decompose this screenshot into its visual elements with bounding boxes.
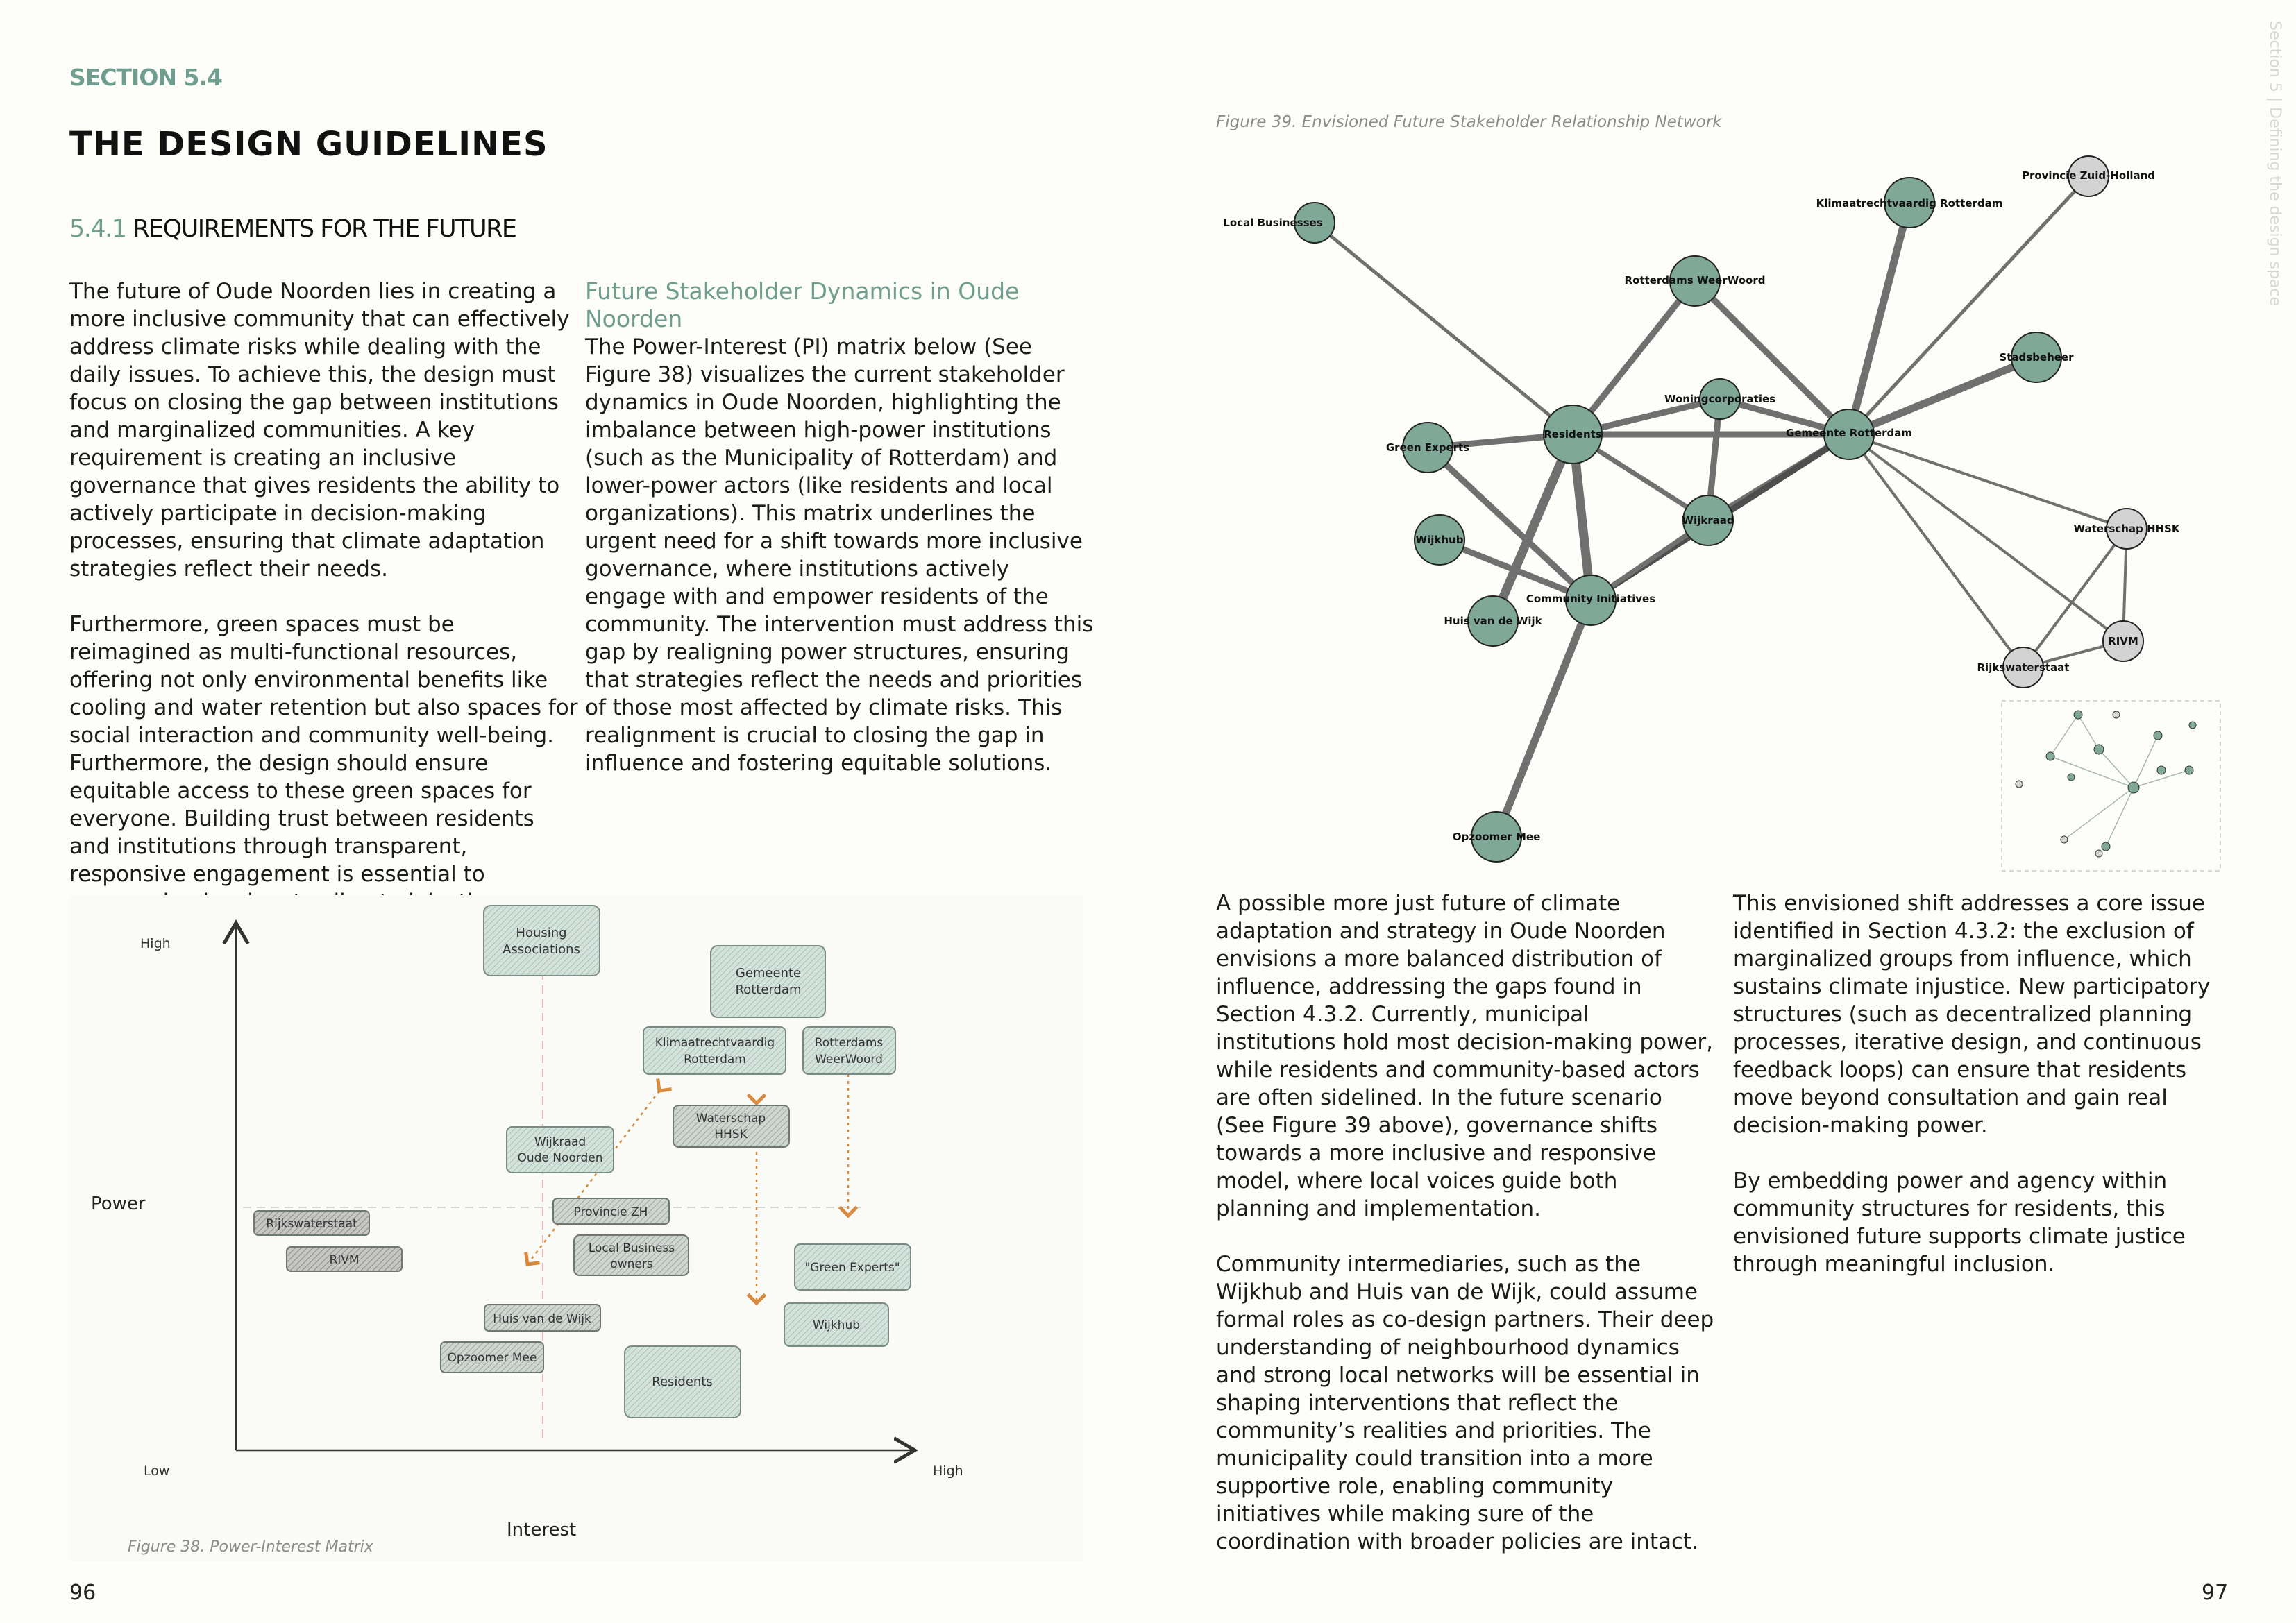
text-column-4 [1733,890,2233,1306]
box-label: Rotterdams [814,1036,884,1050]
page-title: THE DESIGN GUIDELINES [69,125,548,164]
paragraph: A possible more just future of climate adaptation and strategy in Oude Noorden envisions a more balanced distribution of influence, addressing the gaps found in Section 4.3.2. Currently, municipal institutions hold most decision-making power, while residents and community-based actors are often sidelined. In the future scenario (See Figure 39 above), governance shifts towards a more inclusive and responsive model, where local voices guide both planning and implementation. [1216,891,1714,1221]
subsection-number: 5.4.1 [69,215,126,243]
box-label: Wijkraad [534,1135,586,1149]
node-label: RIVM [2108,635,2138,647]
box-label: Klimaatrechtvaardig [655,1036,775,1050]
box-local-business-owners [574,1235,689,1275]
box-gemeente-rotterdam [711,946,825,1017]
box-provincie-zh [553,1198,669,1224]
x-low-label: Low [144,1463,170,1479]
box-rivm [287,1247,402,1271]
box-label: Rijkswaterstaat [266,1217,357,1231]
box-label: Opzoomer Mee [447,1351,537,1365]
text-column-3 [1216,890,1716,1583]
box-wijkhub [784,1303,888,1346]
node-label: Local Businesses [1223,216,1323,229]
box-huis-van-de-wijk [484,1305,600,1331]
box-label: HHSK [714,1128,748,1141]
column-heading: Future Stakeholder Dynamics in Oude Noorden [585,278,1020,332]
stakeholder-network [1148,0,2296,888]
box-label: Local Business [588,1241,675,1255]
node-label: Wijkraad [1682,514,1734,527]
node-label: Waterschap HHSK [2073,522,2180,535]
node-label: Wijkhub [1415,534,1464,546]
box-label: Gemeente [735,966,802,980]
box-label: Rotterdam [684,1053,746,1067]
y-axis-label: Power [91,1193,146,1214]
box-label: Housing [516,926,567,940]
section-tag: SECTION 5.4 [69,64,222,91]
edge [1849,434,2023,668]
edge [1849,357,2036,434]
node-label: Rotterdams WeerWoord [1624,274,1766,287]
box-label: Waterschap [695,1112,766,1125]
node-label: Community Initiatives [1526,593,1656,605]
box-label: Oude Noorden [517,1151,603,1165]
page-number-left: 96 [69,1581,96,1605]
page-number-right: 97 [2202,1581,2229,1605]
box-opzoomer-mee [441,1342,543,1373]
node-label: Woningcorporaties [1664,393,1776,405]
box-label: Rotterdam [735,983,802,997]
node-label: Provincie Zuid-Holland [2021,169,2156,182]
x-axis-label: Interest [507,1520,577,1540]
node-label: Rijkswaterstaat [1977,661,2070,674]
box-label: Huis van de Wijk [493,1312,591,1326]
network-nodes [1294,156,2147,862]
box-label: RIVM [329,1253,360,1267]
side-section-label: Section 5 | Defining the design space [2266,21,2284,307]
box-klimaatrechtvaardig [643,1027,786,1074]
paragraph: This envisioned shift addresses a core issue identified in Section 4.3.2: the exclusion of marginalized groups from influence, which sustains climate injustice. New participatory structures (such as decentralized planning processes, iterative design, and continuous feedback loops) can ensure that residents move beyond consultation and gain real decision-making power. [1733,891,2211,1138]
box-label: Provincie ZH [573,1205,648,1219]
paragraph: The future of Oude Noorden lies in creating a more inclusive community that can effectively address climate risks while dealing with the daily issues. To achieve this, the design must focus on closing the gap between institutions and marginalized communities. A key requirement is creating an inclusive governance that gives residents the ability to actively participate in decision-making processes, ensuring that climate adaptation strategies reflect their needs. [69,279,570,581]
node-label: Opzoomer Mee [1452,831,1541,843]
subsection-title-text: REQUIREMENTS FOR THE FUTURE [133,215,516,243]
box-label: owners [610,1257,653,1271]
box-residents [625,1346,741,1418]
box-rotterdams-weerwoord [803,1027,895,1074]
box-label: Associations [503,942,580,957]
paragraph: Furthermore, green spaces must be reimagined as multi-functional resources, offering not only environmental benefits like cooling and water retention but also spaces for social interaction and community well-being. Furthermore, the design should ensure equitable access to these green spaces for everyone. Building trust between residents and institutions through transparent, responsive engagement is essential to [69,612,578,887]
box-label: WeerWoord [815,1053,883,1067]
node-label: Gemeente Rotterdam [1786,427,1912,439]
node-label: Klimaatrechtvaardig Rotterdam [1816,197,2003,210]
box-waterschap-hhsk [673,1105,789,1147]
box-rijkswaterstaat [254,1211,369,1235]
node-label: Residents [1544,428,1602,441]
node-label: Stadsbeheer [1999,351,2074,364]
y-high-label: High [140,936,171,951]
box-housing-associations [484,906,600,976]
edge [1849,434,2123,641]
box-label: Residents [652,1375,713,1389]
x-high-label: High [933,1463,963,1479]
box-green-experts [795,1244,911,1290]
edge [1315,223,1573,434]
box-wijkraad [507,1127,614,1173]
paragraph: By embedding power and agency within community structures for residents, this envisioned future supports climate justice through meaningful inclusion. [1733,1169,2186,1277]
paragraph: The Power-Interest (PI) matrix below (See Figure 38) visualizes the current stakeholder dynamics in Oude Noorden, highlighting the imbalance between high-power institutions (such as the Municipality of Rotterdam) and lower-power actors (like residents and local organizations). This matrix underlines the urgent need for a shift towards more inclusive governance, where institutions actively engage with and empower residents of the community. The intervention must address this gap by realigning power structures, ensuring that strategies reflect the needs and priorities of those most affected by climate risks. This realignment is crucial to closing the gap in influence and fostering equitable solutions. [585,334,1094,776]
box-label: Wijkhub [812,1318,861,1332]
paragraph: Community intermediaries, such as the Wijkhub and Huis van de Wijk, could assume formal roles as co-design partners. Their deep understanding of neighbourhood dynamics and strong local networks will be essential in shaping interventions that reflect the community’s realities and priorities. The municipality could transition into a more supportive role, enabling community initiatives while making sure of the coordination with broader policies are intact. [1216,1252,1714,1554]
figure-38-caption: Figure 38. Power-Interest Matrix [128,1538,373,1556]
network-minimap [2002,701,2220,871]
node-label: Green Experts [1385,441,1470,454]
node-label: Huis van de Wijk [1444,615,1542,627]
edge [1849,434,2127,529]
figure-39-caption: Figure 39. Envisioned Future Stakeholder Relationship Network [1216,113,1722,131]
box-label: "Green Experts" [804,1261,900,1275]
